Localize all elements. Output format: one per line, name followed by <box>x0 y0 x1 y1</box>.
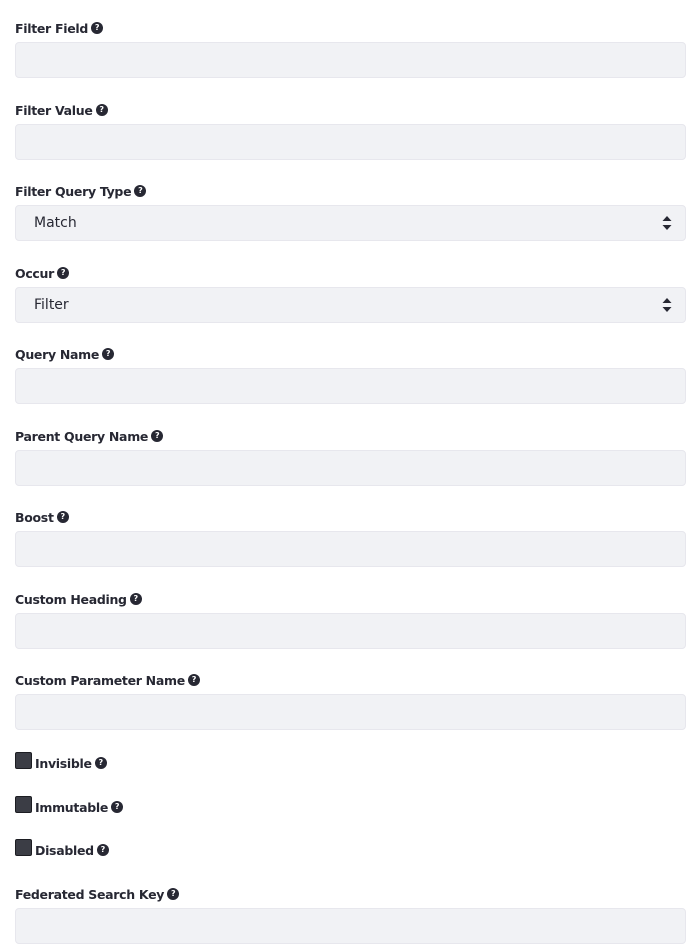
filter-query-type-label: Filter Query Type ? <box>15 182 686 200</box>
query-name-input[interactable] <box>15 368 686 404</box>
help-icon[interactable]: ? <box>111 801 123 813</box>
query-name-group <box>15 345 686 404</box>
federated-search-key-input[interactable] <box>15 908 686 944</box>
help-icon[interactable]: ? <box>167 888 179 900</box>
custom-parameter-name-label: Custom Parameter Name ? <box>15 671 686 689</box>
custom-parameter-name-group <box>15 671 686 730</box>
select-caret-icon <box>662 216 672 230</box>
invisible-checkbox-row[interactable] <box>15 752 107 772</box>
help-icon[interactable]: ? <box>102 348 114 360</box>
filter-field-label: Filter Field ? <box>15 19 686 37</box>
help-icon[interactable]: ? <box>57 511 69 523</box>
filter-value-input[interactable] <box>15 124 686 160</box>
filter-value-label: Filter Value ? <box>15 101 686 119</box>
select-caret-icon <box>662 298 672 312</box>
filter-field-group <box>15 19 686 78</box>
immutable-checkbox[interactable] <box>15 796 32 813</box>
help-icon[interactable]: ? <box>95 757 107 769</box>
help-icon[interactable]: ? <box>97 844 109 856</box>
immutable-checkbox-row[interactable] <box>15 796 123 816</box>
boost-input[interactable] <box>15 531 686 567</box>
occur-value: Filter <box>34 297 69 313</box>
boost-label: Boost ? <box>15 508 686 526</box>
parent-query-name-label: Parent Query Name ? <box>15 427 686 445</box>
federated-search-key-label: Federated Search Key ? <box>15 885 686 903</box>
disabled-checkbox-row[interactable] <box>15 839 109 859</box>
occur-select[interactable] <box>15 287 686 323</box>
custom-heading-group <box>15 590 686 649</box>
help-icon[interactable]: ? <box>151 430 163 442</box>
query-name-label: Query Name ? <box>15 345 686 363</box>
help-icon[interactable]: ? <box>134 185 146 197</box>
custom-heading-input[interactable] <box>15 613 686 649</box>
custom-heading-label: Custom Heading ? <box>15 590 686 608</box>
parent-query-name-group <box>15 427 686 486</box>
filter-query-type-select[interactable] <box>15 205 686 241</box>
disabled-checkbox[interactable] <box>15 839 32 856</box>
help-icon[interactable]: ? <box>130 593 142 605</box>
invisible-label[interactable]: Invisible ? <box>35 754 107 772</box>
custom-parameter-name-input[interactable] <box>15 694 686 730</box>
parent-query-name-input[interactable] <box>15 450 686 486</box>
immutable-label[interactable]: Immutable ? <box>35 798 123 816</box>
help-icon[interactable]: ? <box>57 267 69 279</box>
help-icon[interactable]: ? <box>188 674 200 686</box>
boost-group <box>15 508 686 567</box>
federated-search-key-group <box>15 885 686 944</box>
help-icon[interactable]: ? <box>91 22 103 34</box>
filter-query-type-group <box>15 182 686 241</box>
filter-field-input[interactable] <box>15 42 686 78</box>
disabled-label[interactable]: Disabled ? <box>35 841 109 859</box>
occur-label: Occur ? <box>15 264 686 282</box>
filter-value-group <box>15 101 686 160</box>
help-icon[interactable]: ? <box>96 104 108 116</box>
occur-group <box>15 264 686 323</box>
filter-query-type-value: Match <box>34 215 77 231</box>
invisible-checkbox[interactable] <box>15 752 32 769</box>
